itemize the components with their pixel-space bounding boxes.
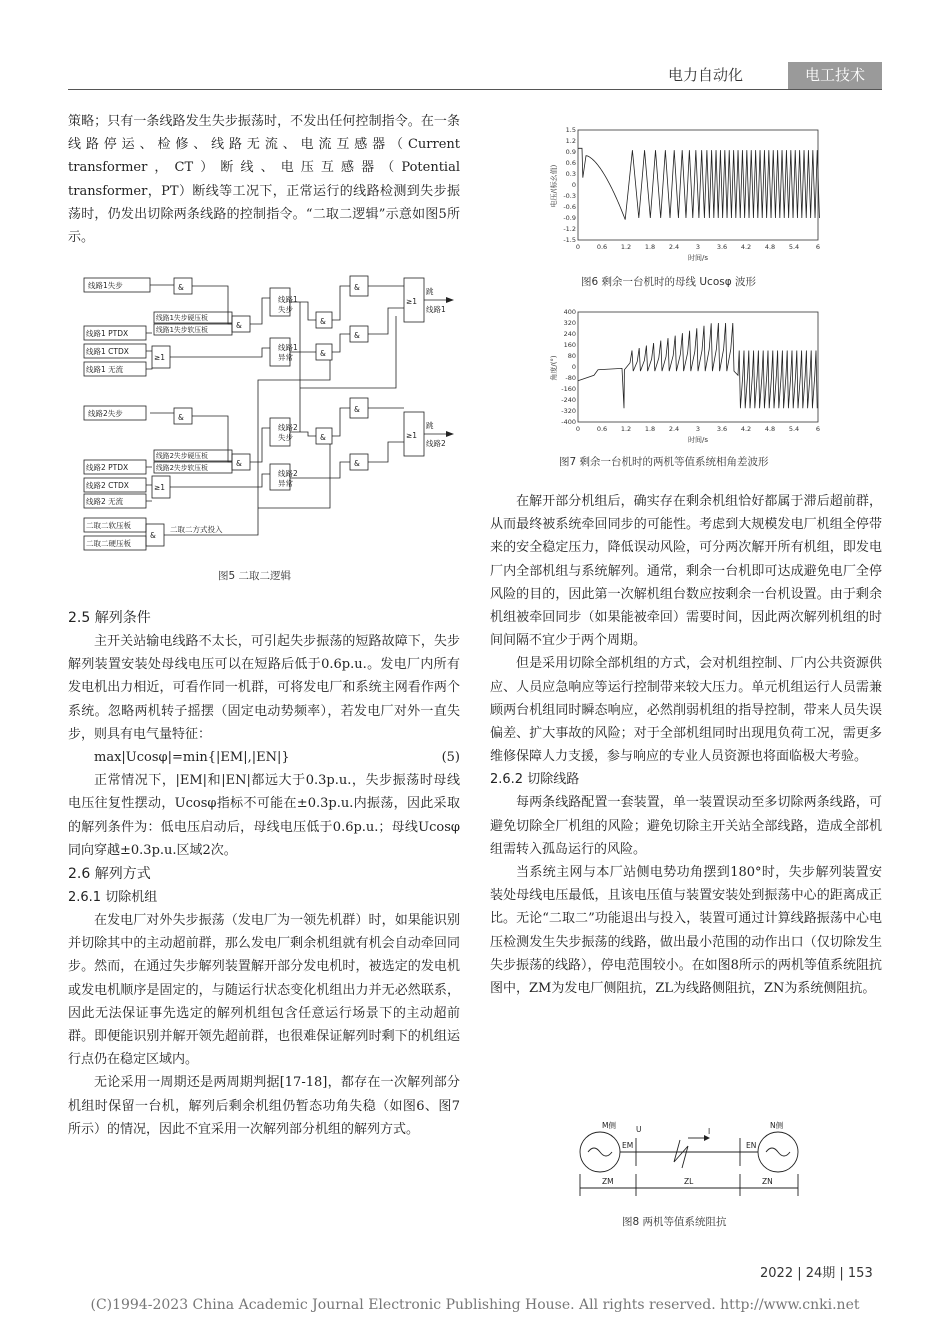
fig5-gate-and: &: [354, 331, 360, 340]
section-tag: 电工技术: [788, 62, 882, 89]
fig5-gate-and: &: [320, 349, 326, 358]
fig6-ytick: 1.2: [565, 137, 576, 145]
fig8-impedance-diagram: [570, 1116, 820, 1206]
fig6-axes: [578, 130, 818, 240]
journal-title: 电力自动化: [668, 66, 744, 84]
fig8-zm: ZM: [602, 1177, 614, 1186]
fig8-zl: ZL: [684, 1177, 694, 1186]
fig7-ytick: 240: [563, 330, 576, 338]
fig8-n-side: N侧: [770, 1121, 784, 1130]
fig7-waveform-line: [578, 323, 817, 408]
fig7-ytick: 400: [563, 308, 576, 316]
fig5-out1-1: 线路1: [426, 305, 446, 314]
fig7-ylabel: 角度/(°): [550, 355, 558, 381]
fig7-xtick: 3.6: [716, 425, 728, 433]
fig5-gate-and: &: [354, 459, 360, 468]
fig8-em: EM: [622, 1141, 634, 1150]
fig6-ucos-waveform: [548, 124, 828, 262]
fig7-xtick: 5.4: [788, 425, 800, 433]
fig5-l1-input-0: 线路1失步: [88, 281, 123, 290]
fig5-l1-input-2: 线路1 CTDX: [86, 347, 129, 356]
fig5-gate-and: &: [236, 321, 242, 330]
fig7-angle-waveform: [548, 306, 828, 444]
fig5-gate-and: &: [178, 413, 184, 422]
fig5-l2-input-1: 线路2 PTDX: [86, 463, 129, 472]
fig6-ytick: 0.3: [565, 170, 576, 178]
fig7-xtick: 6: [815, 425, 821, 433]
fig6-xlabel: 时间/s: [687, 254, 709, 262]
fig6-xtick: 0.6: [596, 243, 608, 251]
fig6-ytick: -1.5: [563, 236, 576, 244]
header-rule: [68, 89, 882, 90]
fig5-l1-block-2: 线路1: [278, 343, 298, 352]
fig5-l2-block-0: 线路2: [278, 423, 298, 432]
fig6-ytick: -0.3: [563, 192, 576, 200]
fig7-xtick: 1.8: [644, 425, 656, 433]
left-intro: [68, 110, 460, 249]
fig6-xtick: 1.8: [644, 243, 656, 251]
fig6-xtick: 5.4: [788, 243, 800, 251]
fig7-ytick: 320: [563, 319, 576, 327]
fig5-l1-input-3: 线路1 无流: [86, 365, 124, 374]
sec-2-6-1-p2: 无论采用一周期还是两周期判据[17-18]，都存在一次解列部分机组时保留一台机，解列后剩余机组仍暂态功角失稳（如图6、图7所示）的情况，因此不宜采用一次解列部分机组的解列方式。: [68, 1075, 460, 1137]
fig7-ytick: -400: [561, 418, 576, 426]
fig7-ytick: 0: [571, 363, 576, 371]
fig5-gate-and: &: [320, 317, 326, 326]
intro-paragraph: 策略；只有一条线路发生失步振荡时，不发出任何控制指令。在一条线路停运、检修、线路无流、电流互感器（Current transformer，CT）断线、电压互感器（Potential transformer，PT）断线等工况下，正常运行的线路检测到失步振荡时，仍发出切除两条线路的控制指令。“二取二逻辑”示意如图5所示。: [68, 114, 460, 246]
fig7-ytick: 160: [563, 341, 576, 349]
right-p4: 当系统主网与本厂站侧电势功角摆到180°时，失步解列装置安装处母线电压最低，且该电压值与装置安装处到振荡中心的距离成正比。无论“二取二”功能退出与投入，装置可通过计算线路振荡中心电压检测发生失步振荡的线路，做出最小范围的动作出口（仅切除发生失步振荡的线路），停电范围较小。在如图8所示的两机等值系统阻抗图中，ZM为发电厂侧阻抗，ZL为线路侧阻抗，ZN为系统侧阻抗。: [490, 865, 882, 997]
fig6-ytick: -1.2: [563, 225, 576, 233]
fig8-caption: 图8 两机等值系统阻抗: [622, 1216, 727, 1228]
fig5-logic-diagram: [78, 268, 458, 558]
fig6-xtick: 4.8: [764, 243, 776, 251]
fig5-mode-label: 二取二方式投入: [170, 525, 223, 534]
equation-5: [68, 746, 460, 769]
fig5-out2-1: 线路2: [426, 439, 446, 448]
sec-2-6-1-title: 2.6.1 切除机组: [68, 890, 158, 906]
fig7-ytick: -80: [565, 374, 576, 382]
fig6-ytick: 0.9: [565, 148, 576, 156]
sec-2-5-title: 2.5 解列条件: [68, 610, 151, 626]
fig6-xtick: 3.6: [716, 243, 728, 251]
fig8-zn: ZN: [762, 1177, 773, 1186]
fig6-ytick: 0: [571, 181, 576, 189]
fig6-ylabel: 电压/(标幺值): [550, 164, 558, 208]
fig7-xtick: 0.6: [596, 425, 608, 433]
fig6-ytick: 0.6: [565, 159, 576, 167]
fig6-xtick: 2.4: [668, 243, 680, 251]
right-p2: 但是采用切除全部机组的方式，会对机组控制、厂内公共资源供应、人员应急响应等运行控制带来较大压力。单元机组运行人员需兼顾两台机组同时瞬态响应，必然削弱机组的指导控制，带来人员失误偏差、扩大事故的风险；对于全部机组同时出现甩负荷工况，需更多维修保障人力支援，参与响应的专业人员资源也将面临极大考验。: [490, 656, 882, 765]
fig5-l1-block-0: 线路1: [278, 295, 298, 304]
fig5-gate-and: &: [354, 405, 360, 414]
fig5-l1-input-1: 线路1 PTDX: [86, 329, 129, 338]
fig6-ytick: -0.6: [563, 203, 576, 211]
fig7-xlabel: 时间/s: [687, 436, 709, 444]
fig5-out1-0: 跳: [426, 287, 434, 296]
sec-2-6-2-title: 2.6.2 切除线路: [490, 772, 580, 788]
fig5-l2-plate-1: 线路2失步软压板: [156, 464, 208, 472]
fig5-gate-or: ≥1: [154, 353, 166, 362]
fig5-gate-and: &: [354, 283, 360, 292]
fig6-waveform-line: [578, 148, 819, 219]
sec-2-5-p2: 正常情况下，|EM|和|EN|都远大于0.3p.u.，失步振荡时母线电压往复性摆动，Ucosφ指标不可能在±0.3p.u.内振荡，因此采取的解列条件为：低电压启动后，母线电压低于0.6p.u.；母线Ucosφ同向穿越±0.3p.u.区域2次。: [68, 773, 460, 858]
fig5-l2-input-3: 线路2 无流: [86, 497, 124, 506]
fig5-l2-block-3: 异常: [278, 479, 293, 488]
fig5-mode-input-1: 二取二硬压板: [86, 539, 131, 548]
fig7-ytick: -160: [561, 385, 576, 393]
right-body: [490, 490, 882, 1000]
left-body: [68, 606, 460, 1141]
fig6-xtick: 3: [695, 243, 701, 251]
fig5-mode-input-0: 二取二软压板: [86, 521, 131, 530]
fig5-gate-and: &: [150, 531, 156, 540]
fig5-l1-plate-0: 线路1失步硬压板: [156, 314, 208, 322]
fig5-out2-0: 跳: [426, 421, 434, 430]
fig7-xtick: 0: [575, 425, 581, 433]
fig7-xtick: 3: [695, 425, 701, 433]
fig5-caption: 图5 二取二逻辑: [218, 570, 292, 582]
fig7-xtick: 4.8: [764, 425, 776, 433]
fig7-ytick: -240: [561, 396, 576, 404]
fig6-ytick: -0.9: [563, 214, 576, 222]
fig5-l1-block-3: 异常: [278, 353, 293, 362]
right-p1: 在解开部分机组后，确实存在剩余机组恰好都属于滞后超前群，从而最终被系统牵回同步的可能性。考虑到大规模发电厂机组全停带来的安全稳定压力，降低误动风险，可分两次解开所有机组，即发电厂内全部机组与系统解列。通常，剩余一台机即可达成避免电厂全停风险的目的，因此第一次解机组台数应按剩余一台机设置。由于剩余机组被牵回同步（如果能被牵回）需要时间，因此两次解列机组的时间间隔不宜少于两个周期。: [490, 494, 882, 649]
fig5-l2-block-1: 失步: [278, 433, 293, 442]
equation-body: max|Ucosφ|=min{|EM|,|EN|}: [94, 750, 290, 766]
right-p3: 每两条线路配置一套装置，单一装置误动至多切除两条线路，可避免切除全厂机组的风险；避免切除主开关站全部线路，造成全部机组需转入孤岛运行的风险。: [490, 795, 882, 857]
fig5-l1-plate-1: 线路1失步软压板: [156, 326, 208, 334]
fig5-l2-input-2: 线路2 CTDX: [86, 481, 129, 490]
fig5-gate-and: &: [236, 459, 242, 468]
fig8-u: U: [636, 1125, 642, 1134]
copyright-line: (C)1994-2023 China Academic Journal Electronic Publishing House. All rights reserved. http://www.cnki.net: [90, 1297, 860, 1313]
fig7-xtick: 2.4: [668, 425, 680, 433]
fig5-gate-and: &: [178, 283, 184, 292]
fig5-l2-input-0: 线路2失步: [88, 409, 123, 418]
fig6-xtick: 0: [575, 243, 581, 251]
fig6-xtick: 4.2: [740, 243, 752, 251]
fig7-caption: 图7 剩余一台机时的两机等值系统相角差波形: [559, 456, 769, 468]
sec-2-6-title: 2.6 解列方式: [68, 866, 151, 883]
fig5-l2-block-2: 线路2: [278, 469, 298, 478]
fig6-caption: 图6 剩余一台机时的母线 Ucosφ 波形: [581, 276, 756, 288]
equation-number: (5): [441, 750, 460, 766]
fig7-xtick: 1.2: [620, 425, 632, 433]
fig5-gate-and: &: [320, 433, 326, 442]
fig7-ytick: -320: [561, 407, 576, 415]
fig5-gate-or: ≥1: [406, 431, 418, 440]
fig8-i: I: [708, 1127, 711, 1136]
fig5-l2-plate-0: 线路2失步硬压板: [156, 452, 208, 460]
sec-2-5-p1: 主开关站输电线路不太长，可引起失步振荡的短路故障下，失步解列装置安装处母线电压可以在短路后低于0.6p.u.。发电厂内所有发电机出力相近，可看作同一机群，可将发电厂和系统主网看作两个系统。忽略两机转子摇摆（固定电动势频率），若发电厂对外一直失步，则具有电气量特征：: [68, 634, 460, 742]
fig6-xtick: 1.2: [620, 243, 632, 251]
fig5-gate-or: ≥1: [154, 483, 166, 492]
fig5-gate-or: ≥1: [406, 297, 418, 306]
fig7-xtick: 4.2: [740, 425, 752, 433]
page-footer: 2022 | 24期 | 153: [760, 1266, 873, 1281]
fig8-en: EN: [746, 1141, 757, 1150]
fig5-l1-block-1: 失步: [278, 305, 293, 314]
fig6-xtick: 6: [815, 243, 821, 251]
fig6-ytick: 1.5: [565, 126, 576, 134]
fig8-m-side: M侧: [602, 1121, 616, 1130]
sec-2-6-1-p1: 在发电厂对外失步振荡（发电厂为一领先机群）时，如果能识别并切除其中的主动超前群，那么发电厂剩余机组就有机会自动牵回同步。然而，在通过失步解列装置解开部分发电机时，被选定的发电机或发电机顺序是固定的，与随运行状态变化机组出力并无必然联系，因此无法保证事先选定的解列机组包含任意运行场景下的主动超前群。即便能识别并解开领先超前群，也很难保证解列时剩下的机组运行点仍在稳定区域内。: [68, 913, 460, 1068]
fig7-ytick: 80: [567, 352, 576, 360]
